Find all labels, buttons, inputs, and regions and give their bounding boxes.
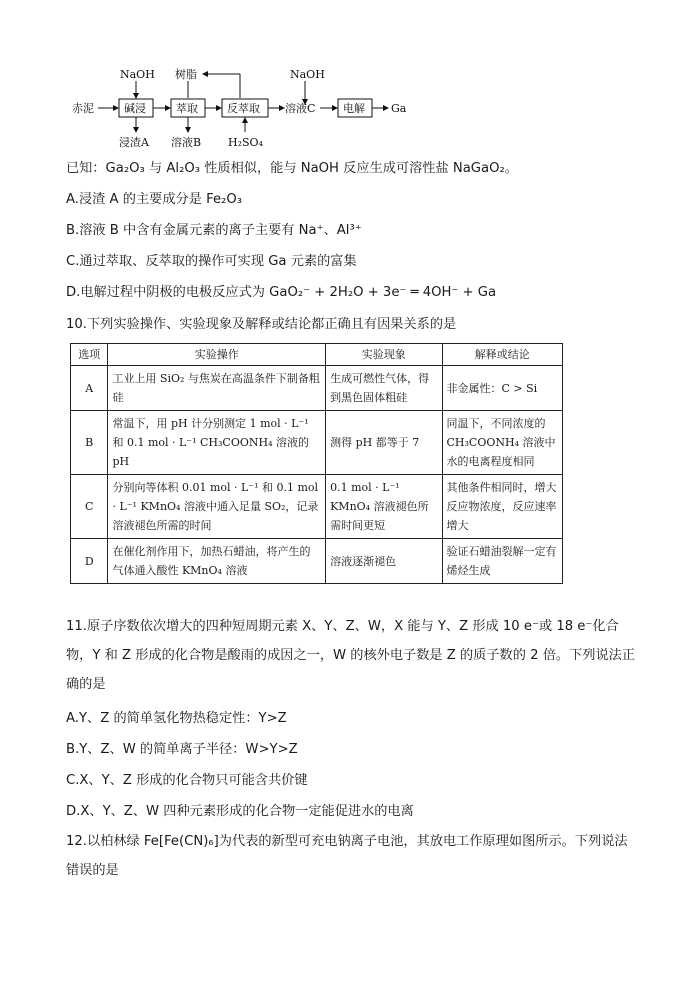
q9-option-b: B.溶液 B 中含有金属元素的离子主要有 Na⁺、Al³⁺: [66, 223, 362, 238]
table-row: [71, 539, 563, 584]
row-c-option: C: [71, 475, 108, 539]
flow-source: 赤泥: [72, 102, 94, 115]
q9-option-a: A.浸渣 A 的主要成分是 Fe₂O₃: [66, 192, 243, 207]
flow-resin: 树脂: [175, 68, 197, 81]
q11-option-b: B.Y、Z、W 的简单离子半径：W>Y>Z: [66, 742, 298, 757]
flow-solution-b: 溶液B: [171, 136, 202, 149]
header-conclusion: 解释或结论: [442, 344, 563, 366]
table-row: [71, 475, 563, 539]
flow-h2so4: H₂SO₄: [228, 136, 263, 149]
header-operation: 实验操作: [108, 344, 326, 366]
flow-solution-c: 溶液C: [285, 102, 316, 115]
table-header-row: [71, 344, 563, 366]
flow-extraction: 萃取: [176, 102, 198, 115]
row-a-operation: 工业上用 SiO₂ 与焦炭在高温条件下制备粗硅: [108, 366, 326, 411]
row-c-operation: 分别向等体积 0.01 mol · L⁻¹ 和 0.1 mol · L⁻¹ KMnO₄ 溶液中通入足量 SO₂，记录溶液褪色所需的时间: [108, 475, 326, 539]
row-d-operation: 在催化剂作用下，加热石蜡油，将产生的气体通入酸性 KMnO₄ 溶液: [108, 539, 326, 584]
flow-naoh-1: NaOH: [120, 68, 155, 81]
flow-electrolysis: 电解: [343, 102, 365, 115]
q11-option-c: C.X、Y、Z 形成的化合物只可能含共价键: [66, 773, 308, 788]
process-flowchart: [72, 64, 412, 154]
flow-residue-a: 浸渣A: [119, 136, 149, 149]
row-c-conclusion: 其他条件相同时，增大反应物浓度，反应速率增大: [442, 475, 563, 539]
flow-back-extraction: 反萃取: [227, 102, 260, 115]
experiment-table: [70, 343, 563, 584]
flow-alkali-leach: 碱浸: [124, 102, 146, 115]
q11-option-d: D.X、Y、Z、W 四种元素形成的化合物一定能促进水的电离: [66, 804, 414, 819]
q11-stem: 11.原子序数依次增大的四种短周期元素 X、Y、Z、W，X 能与 Y、Z 形成 10 e⁻或 18 e⁻化合物，Y 和 Z 形成的化合物是酸雨的成因之一，W 的核外电子数是 Z 的质子数的 2 倍。下列说法正确的是: [66, 619, 636, 692]
row-d-option: D: [71, 539, 108, 584]
q11-option-a: A.Y、Z 的简单氢化物热稳定性：Y>Z: [66, 711, 287, 726]
table-row: [71, 411, 563, 475]
row-b-conclusion: 同温下，不同浓度的 CH₃COONH₄ 溶液中水的电离程度相同: [442, 411, 563, 475]
q9-option-d: D.电解过程中阴极的电极反应式为 GaO₂⁻ + 2H₂O + 3e⁻ ═ 4OH⁻ + Ga: [66, 285, 497, 300]
row-d-phenomenon: 溶液逐渐褪色: [326, 539, 442, 584]
q9-option-c: C.通过萃取、反萃取的操作可实现 Ga 元素的富集: [66, 254, 357, 269]
q9-given: 已知：Ga₂O₃ 与 Al₂O₃ 性质相似，能与 NaOH 反应生成可溶性盐 NaGaO₂。: [66, 161, 518, 176]
row-c-phenomenon: 0.1 mol · L⁻¹ KMnO₄ 溶液褪色所需时间更短: [326, 475, 442, 539]
table-row: [71, 366, 563, 411]
flow-product: Ga: [391, 102, 407, 115]
row-a-conclusion: 非金属性：C > Si: [442, 366, 563, 411]
row-b-operation: 常温下，用 pH 计分别测定 1 mol · L⁻¹ 和 0.1 mol · L⁻¹ CH₃COONH₄ 溶液的 pH: [108, 411, 326, 475]
row-b-option: B: [71, 411, 108, 475]
row-b-phenomenon: 测得 pH 都等于 7: [326, 411, 442, 475]
row-a-option: A: [71, 366, 108, 411]
row-d-conclusion: 验证石蜡油裂解一定有烯烃生成: [442, 539, 563, 584]
q12-stem: 12.以柏林绿 Fe[Fe(CN)₆]为代表的新型可充电钠离子电池，其放电工作原理如图所示。下列说法错误的是: [66, 834, 628, 878]
row-a-phenomenon: 生成可燃性气体，得到黑色固体粗硅: [326, 366, 442, 411]
flow-naoh-2: NaOH: [290, 68, 325, 81]
header-phenomenon: 实验现象: [326, 344, 442, 366]
q10-stem: 10.下列实验操作、实验现象及解释或结论都正确且有因果关系的是: [66, 317, 457, 332]
header-option: 选项: [71, 344, 108, 366]
